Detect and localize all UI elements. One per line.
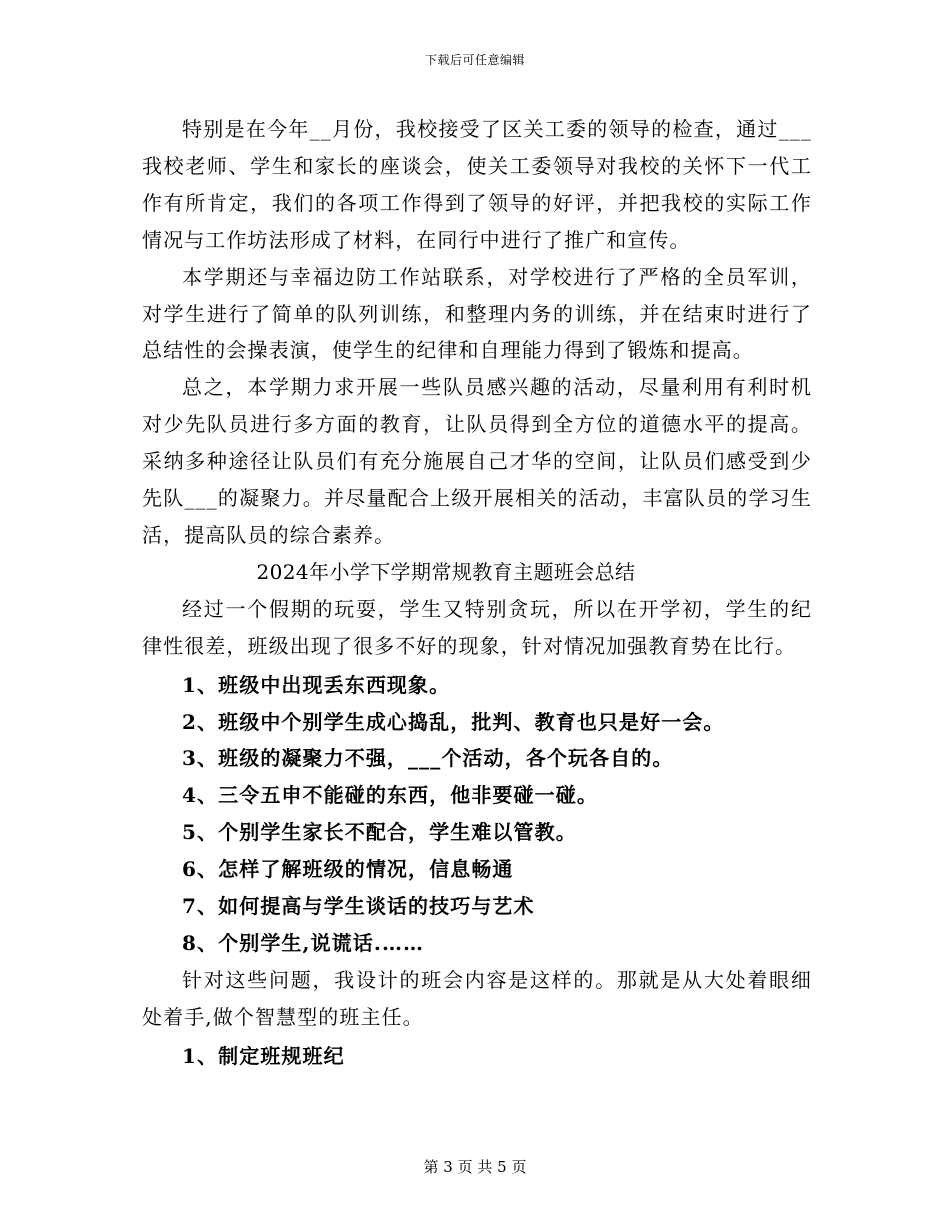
- document-body: [142, 111, 812, 1075]
- list-item-4: 4、三令五申不能碰的东西，他非要碰一碰。: [182, 783, 598, 808]
- list-item-1: 1、班级中出现丢东西现象。: [182, 672, 451, 697]
- list-item-5: 5、个别学生家长不配合，学生难以管教。: [182, 820, 577, 845]
- list-item-2: 2、班级中个别学生成心捣乱，批判、教育也只是好一会。: [182, 709, 725, 734]
- page-header: 下载后可任意编辑: [424, 53, 525, 67]
- list-item-3: 3、班级的凝聚力不强，___个活动，各个玩各自的。: [182, 746, 674, 771]
- page-footer: 第 3 页 共 5 页: [423, 1158, 527, 1176]
- list-item-7: 7、如何提高与学生谈话的技巧与艺术: [182, 894, 535, 919]
- paragraph-intro: 经过一个假期的玩耍，学生又特别贪玩，所以在开学初，学生的纪律性很差，班级出现了很多不好的现象，针对情况加强教育势在比行。: [142, 596, 812, 658]
- list-item-rules: 1、制定班规班纪: [182, 1043, 345, 1068]
- paragraph-closing: 针对这些问题，我设计的班会内容是这样的。那就是从大处着眼细处着手,做个智慧型的班主任。: [142, 967, 812, 1029]
- section-title: 2024年小学下学期常规教育主题班会总结: [256, 559, 636, 584]
- list-item-6: 6、怎样了解班级的情况，信息畅通: [182, 857, 514, 882]
- list-item-8: 8、个别学生,说谎话.……: [182, 930, 425, 955]
- paragraph-inspection: 特别是在今年__月份，我校接受了区关工委的领导的检查，通过___我校老师、学生和家长的座谈会，使关工委领导对我校的关怀下一代工作有所肯定，我们的各项工作得到了领导的好评，并把我校的实际工作情况与工作坊法形成了材料，在同行中进行了推广和宣传。: [142, 117, 812, 252]
- paragraph-summary: 总之，本学期力求开展一些队员感兴趣的活动，尽量利用有利时机对少先队员进行多方面的教育，让队员得到全方位的道德水平的提高。采纳多种途径让队员们有充分施展自己才华的空间，让队员们感受到少先队___的凝聚力。并尽量配合上级开展相关的活动，丰富队员的学习生活，提高队员的综合素养。: [142, 375, 812, 547]
- paragraph-military-training: 本学期还与幸福边防工作站联系，对学校进行了严格的全员军训，对学生进行了简单的队列训练，和整理内务的训练，并在结束时进行了总结性的会操表演，使学生的纪律和自理能力得到了锻炼和提高。: [142, 264, 812, 363]
